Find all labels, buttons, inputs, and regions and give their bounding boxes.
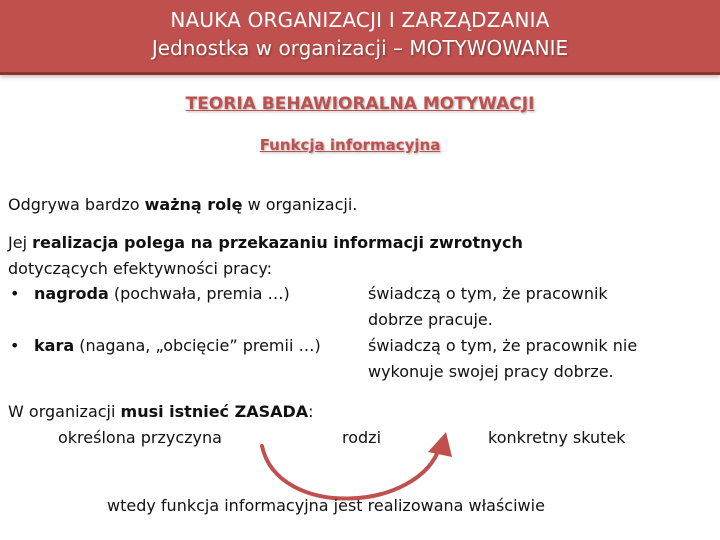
function-title: Funkcja informacyjna [259, 136, 441, 154]
para1-text-pre: Odgrywa bardzo [8, 195, 145, 214]
principle-text-post: : [308, 402, 314, 421]
unit-subtitle: Jednostka w organizacji – MOTYWOWANIE [151, 36, 569, 60]
principle-verb: rodzi [342, 428, 382, 447]
bullet-dot-icon: • [10, 284, 20, 303]
bullet-reward-bold: nagroda [34, 284, 109, 303]
bullet-penalty-detail: (nagana, „obcięcie” premii …) [74, 336, 321, 355]
theory-title: TEORIA BEHAWIORALNA MOTYWACJI [185, 94, 535, 114]
course-title: NAUKA ORGANIZACJI I ZARZĄDZANIA [170, 8, 550, 32]
bullet-penalty-bold: kara [34, 336, 75, 355]
para2-text-bold: realizacja polega na przekazaniu informacji zwrotnych [32, 233, 523, 252]
principle-effect: konkretny skutek [488, 428, 626, 447]
paragraph-realization-line2: dotyczących efektywności pracy: [8, 259, 273, 278]
bullet-penalty-effect-line1: świadczą o tym, że pracownik nie [368, 336, 638, 355]
principle-text-pre: W organizacji [8, 402, 121, 421]
principle-cause: określona przyczyna [58, 428, 222, 447]
para1-text-bold: ważną rolę [144, 195, 243, 214]
para1-text-post: w organizacji. [242, 195, 358, 214]
bullet-reward-effect-line1: świadczą o tym, że pracownik [368, 284, 608, 303]
bullet-penalty-effect-line2: wykonuje swojej pracy dobrze. [368, 362, 614, 381]
para2-text-pre: Jej [8, 233, 33, 252]
bullet-dot-icon: • [10, 336, 20, 355]
conclusion-text: wtedy funkcja informacyjna jest realizowana właściwie [107, 496, 545, 515]
bullet-reward-effect-line2: dobrze pracuje. [368, 310, 493, 329]
bullet-reward-detail: (pochwała, premia …) [108, 284, 290, 303]
principle-text-bold: musi istnieć ZASADA [120, 402, 309, 421]
